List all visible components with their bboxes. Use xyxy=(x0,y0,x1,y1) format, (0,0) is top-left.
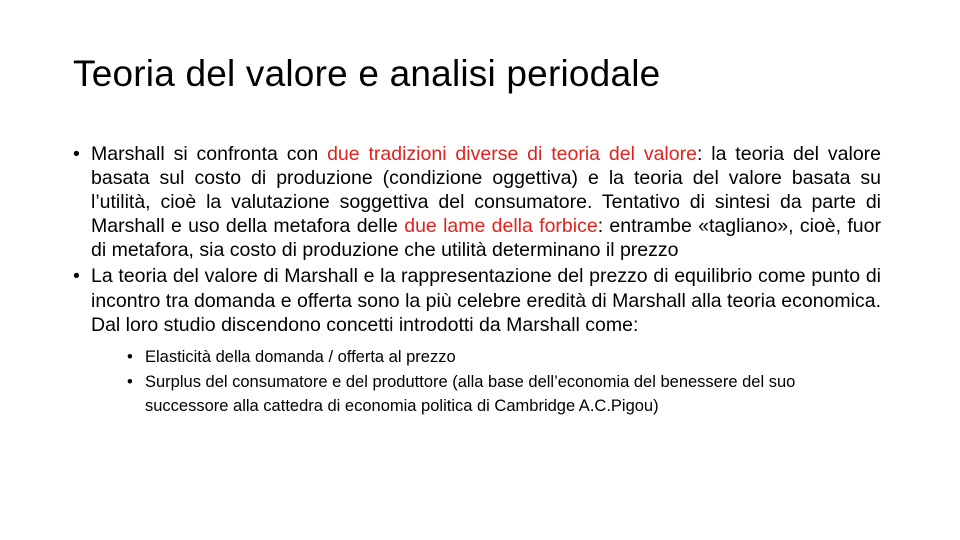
slide-content xyxy=(73,142,881,420)
highlight-due-lame: due lame della forbice xyxy=(404,215,598,238)
bullet-item-marshall-sintesi xyxy=(73,142,881,262)
bullet-list xyxy=(73,142,881,418)
bullet-text: La teoria del valore di Marshall e la rappresentazione del prezzo di equilibrio come punto di incontro tra domanda e offerta sono la più celebre eredità di Marshall alla teoria economica. Dal loro studio discendono concetti introdotti da Marshall come: xyxy=(91,265,881,336)
highlight-due-tradizioni: due tradizioni diverse di teoria del valore xyxy=(327,143,697,165)
sub-bullet-surplus: • Surplus del consumatore e del produttore (alla base dell’economia del benessere del suo successore alla cattedra di economia politica di Cambridge A.C.Pigou) xyxy=(127,370,881,418)
slide-title: Teoria del valore e analisi periodale xyxy=(73,53,661,94)
bullet-text: : la teoria del valore basata sul costo di produzione (condizione oggettiva) e la teoria del valore basata su l’utilità, cioè la valutazione soggettiva del consumatore. Tentativo di sintesi da parte di Marshall e uso della metafora delle xyxy=(91,143,881,238)
sub-bullet-elasticita: • Elasticità della domanda / offerta al prezzo xyxy=(127,345,881,369)
bullet-text: Marshall si confronta con xyxy=(91,143,328,165)
bullet-text: : entrambe «tagliano», cioè, fuor di metafora, sia costo di produzione che utilità determinano il prezzo xyxy=(91,215,881,262)
sub-bullet-list xyxy=(91,345,881,418)
bullet-item-eredita xyxy=(73,264,881,417)
